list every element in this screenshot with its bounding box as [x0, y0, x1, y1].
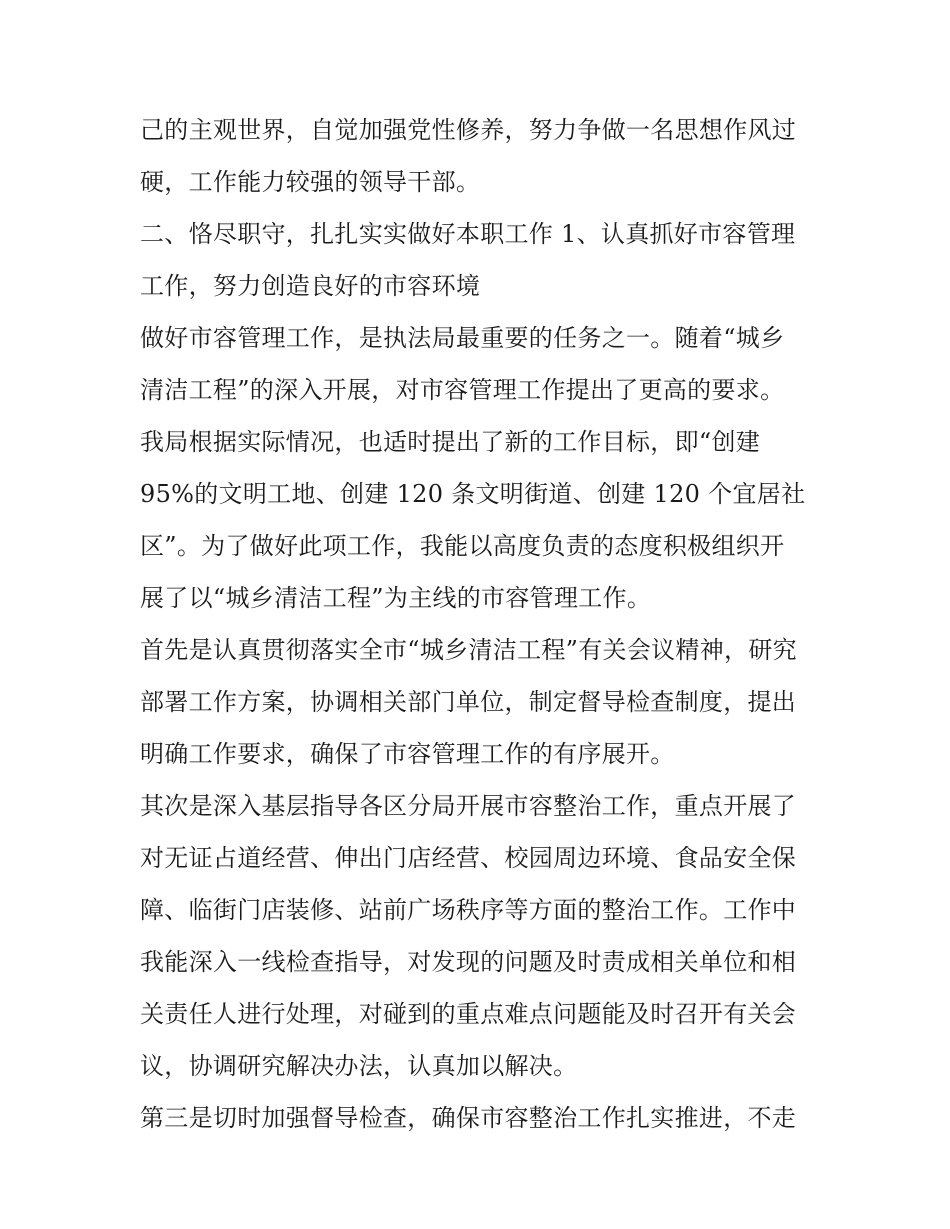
- text-line: 硬，工作能力较强的领导干部。: [140, 168, 481, 196]
- text-line: 议，协调研究解决办法，认真加以解决。: [140, 1052, 578, 1080]
- text-line: 障、临街门店装修、站前广场秩序等方面的整治工作。工作中: [140, 896, 797, 924]
- text-line: 95%的文明工地、创建 120 条文明街道、创建 120 个宜居社: [140, 480, 806, 508]
- text-line: 做好市容管理工作，是执法局最重要的任务之一。随着“城乡: [140, 324, 785, 352]
- text-line: 己的主观世界，自觉加强党性修养，努力争做一名思想作风过: [140, 116, 797, 144]
- text-line: 第三是切时加强督导检查，确保市容整治工作扎实推进，不走: [140, 1104, 797, 1132]
- section-heading-line: 二、恪尽职守，扎扎实实做好本职工作 1、认真抓好市容管理: [140, 220, 796, 248]
- text-line: 部署工作方案，协调相关部门单位，制定督导检查制度，提出: [140, 688, 797, 716]
- document-body: [140, 104, 820, 1144]
- text-line: 清洁工程”的深入开展，对市容管理工作提出了更高的要求。: [140, 376, 785, 404]
- text-line: 关责任人进行处理，对碰到的重点难点问题能及时召开有关会: [140, 1000, 797, 1028]
- text-line: 我局根据实际情况，也适时提出了新的工作目标，即“创建: [140, 428, 761, 456]
- text-line: 对无证占道经营、伸出门店经营、校园周边环境、食品安全保: [140, 844, 797, 872]
- text-line: 区”。为了做好此项工作，我能以高度负责的态度积极组织开: [140, 532, 785, 560]
- text-line: 我能深入一线检查指导，对发现的问题及时责成相关单位和相: [140, 948, 797, 976]
- text-line: 明确工作要求，确保了市容管理工作的有序展开。: [140, 740, 675, 768]
- text-line: 其次是深入基层指导各区分局开展市容整治工作，重点开展了: [140, 792, 797, 820]
- section-heading-line: 工作，努力创造良好的市容环境: [140, 272, 481, 300]
- text-line: 展了以“城乡清洁工程”为主线的市容管理工作。: [140, 584, 652, 612]
- text-line: 首先是认真贯彻落实全市“城乡清洁工程”有关会议精神，研究: [140, 636, 797, 664]
